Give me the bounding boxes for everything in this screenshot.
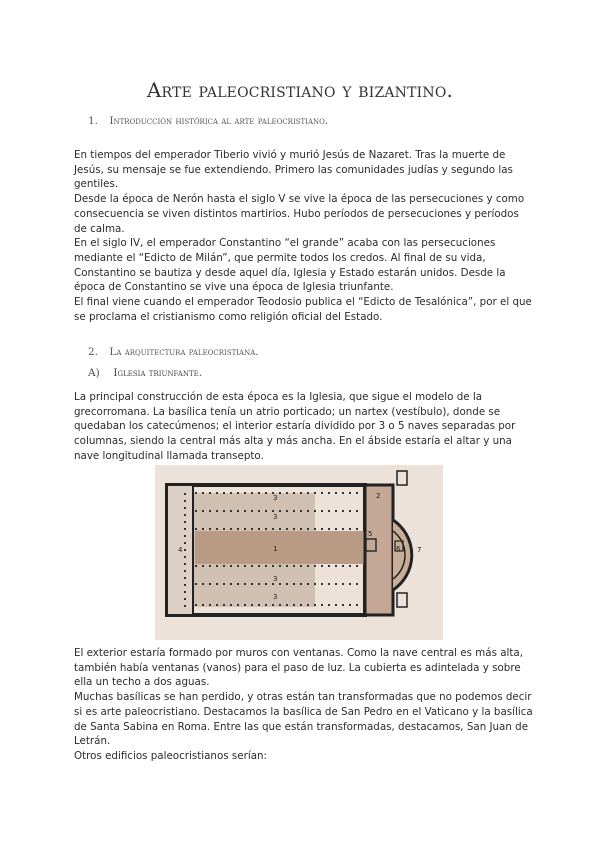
- section-2-heading: [88, 346, 259, 358]
- basilica-floor-plan: [155, 465, 443, 640]
- paragraph: El exterior estaría formado por muros con ventanas. Como la nave central es más alta, también había ventanas (vanos) para el paso de luz. La cubierta es adintelada y sobre ella un techo a dos aguas.: [74, 647, 524, 689]
- document-title: Arte paleocristiano y bizantino.: [146, 78, 454, 102]
- subsection-a-letter: A): [88, 367, 100, 379]
- paragraph: Muchas basílicas se han perdido, y otras están tan transformadas que no podemos decir si es arte paleocristiano. Destacamos la basílica de San Pedro en el Vaticano y la basílica de Santa Sabina en Roma. Entre las que están transformadas, destacamos, San Juan de Letrán.: [74, 691, 533, 748]
- plan-label-4: 4: [178, 546, 183, 554]
- subsection-a-heading-text: Iglesia triunfante.: [113, 367, 203, 379]
- plan-label-1: 1: [273, 545, 278, 553]
- paragraph: La principal construcción de esta época es la Iglesia, que sigue el modelo de la grecorromana. La basílica tenía un atrio porticado; un nartex (vestíbulo), donde se quedaban los catecúmenos; el interior estaría dividido por 3 o 5 naves separadas por columnas, siendo la central más alta y más ancha. En el ábside estaría el altar y una nave longitudinal llamada transepto.: [74, 391, 516, 462]
- paragraph: En tiempos del emperador Tiberio vivió y murió Jesús de Nazaret. Tras la muerte de Jesús, su mensaje se fue extendiendo. Primero las comunidades judías y segundo las gentiles.: [74, 149, 513, 191]
- plan-label-3: 3: [273, 513, 278, 521]
- section-2-number: 2.: [88, 346, 99, 358]
- section-2-body: [74, 390, 534, 464]
- closing-body: [74, 646, 534, 764]
- plan-label-3: 3: [273, 494, 278, 502]
- plan-label-3: 3: [273, 593, 278, 601]
- plan-label-2: 2: [376, 492, 381, 500]
- plan-label-3: 3: [273, 575, 278, 583]
- subsection-a-heading: [88, 367, 202, 379]
- section-1-heading-text: Introducción histórica al arte paleocristiano.: [109, 115, 329, 127]
- plan-label-5: 5: [368, 530, 373, 538]
- paragraph: El final viene cuando el emperador Teodosio publica el “Edicto de Tesalónica”, por el que se proclama el cristianismo como religión oficial del Estado.: [74, 296, 532, 323]
- section-1-number: 1.: [88, 115, 99, 127]
- section-1-heading: [88, 115, 328, 127]
- section-2-heading-text: La arquitectura paleocristiana.: [109, 346, 259, 358]
- section-1-body: [74, 148, 534, 324]
- plan-label-6: 6: [396, 545, 401, 553]
- paragraph: En el siglo IV, el emperador Constantino “el grande” acaba con las persecuciones mediante el “Edicto de Milán”, que permite todos los credos. Al final de su vida, Constantino se bautiza y desde aquel día, Iglesia y Estado estarán unidos. Desde la época de Constantino se vive una época de Iglesia triunfante.: [74, 237, 506, 294]
- plan-label-7: 7: [417, 546, 422, 554]
- paragraph: Otros edificios paleocristianos serían:: [74, 749, 267, 762]
- paragraph: Desde la época de Nerón hasta el siglo V se vive la época de las persecuciones y como consecuencia se viven distintos martirios. Hubo períodos de persecuciones y períodos de calma.: [74, 193, 525, 235]
